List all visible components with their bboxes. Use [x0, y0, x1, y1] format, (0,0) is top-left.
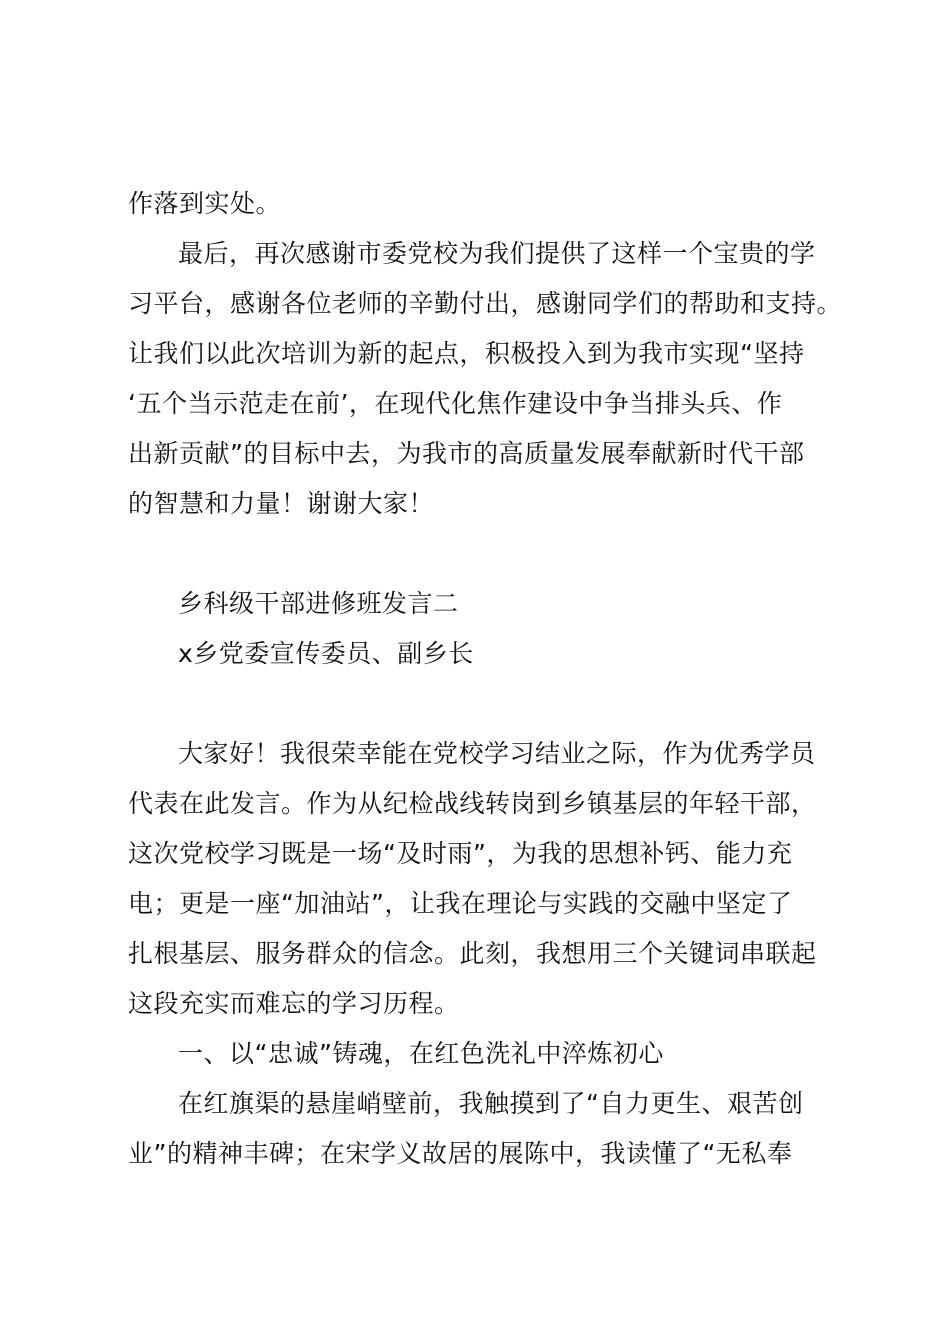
section-title: 乡科级干部进修班发言二: [178, 589, 459, 618]
text-line-2: 最后，再次感谢市委党校为我们提供了这样一个宝贵的学: [178, 239, 816, 268]
subheading: 一、以“忠诚”铸魂，在红色洗礼中淬炼初心: [178, 1039, 664, 1068]
text-line-14: 扎根基层、服务群众的信念。此刻，我想用三个关键词串联起: [128, 939, 817, 968]
speaker-title: x乡党委宣传委员、副乡长: [178, 639, 474, 668]
text-line-15: 这段充实而难忘的学习历程。: [128, 989, 460, 1018]
text-line-6: 出新贡献”的目标中去，为我市的高质量发展奉献新时代干部: [128, 439, 805, 468]
text-line-4: 让我们以此次培训为新的起点，积极投入到为我市实现“坚持: [128, 339, 805, 368]
text-line-5: ‘五个当示范走在前’，在现代化焦作建设中争当排头兵、作: [128, 389, 783, 418]
text-line-11: 代表在此发言。作为从纪检战线转岗到乡镇基层的年轻干部，: [128, 789, 817, 818]
text-line-1: 作落到实处。: [128, 189, 282, 218]
text-line-7: 的智慧和力量！谢谢大家！: [128, 489, 435, 518]
text-line-3: 习平台，感谢各位老师的辛勤付出，感谢同学们的帮助和支持。: [128, 289, 843, 318]
text-line-18: 业”的精神丰碑；在宋学义故居的展陈中，我读懂了“无私奉: [128, 1139, 793, 1168]
text-line-10: 大家好！我很荣幸能在党校学习结业之际，作为优秀学员: [178, 739, 816, 768]
text-line-17: 在红旗渠的悬崖峭壁前，我触摸到了“自力更生、艰苦创: [178, 1089, 804, 1118]
text-line-12: 这次党校学习既是一场“及时雨”，为我的思想补钙、能力充: [128, 839, 793, 868]
text-line-13: 电；更是一座“加油站”，让我在理论与实践的交融中坚定了: [128, 889, 793, 918]
